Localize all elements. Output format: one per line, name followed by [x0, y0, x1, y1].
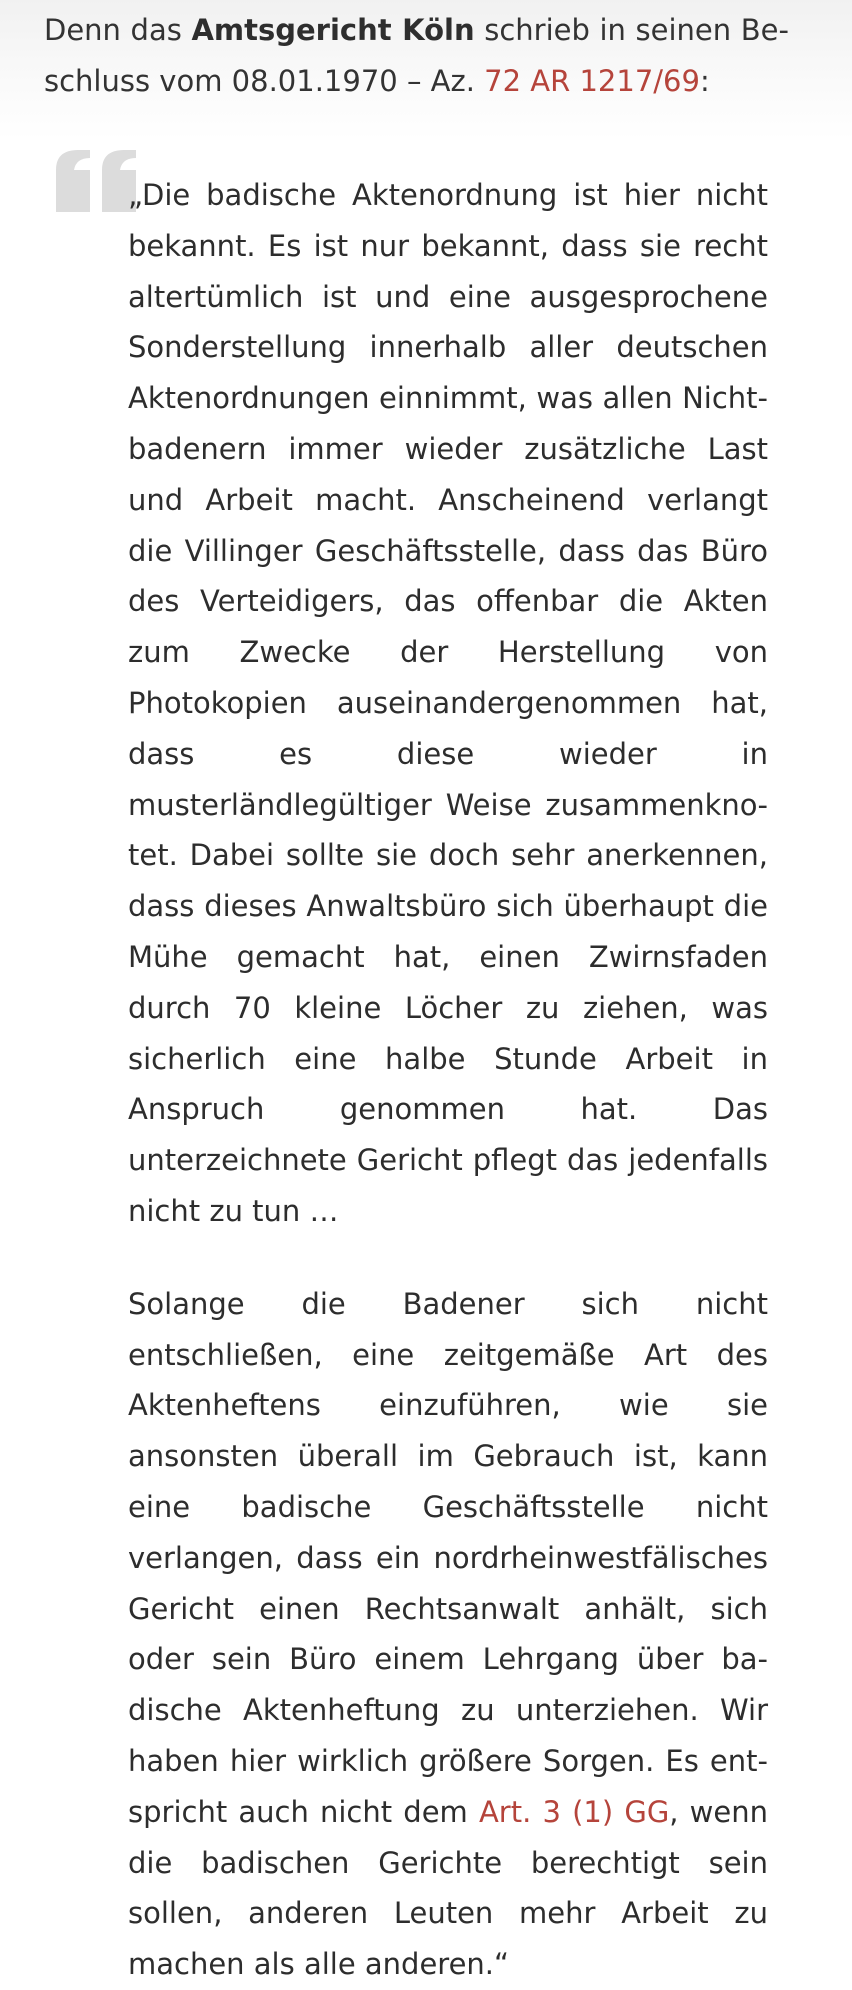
quote-paragraph-2-before: Solange die Badener sich nicht entschließen, eine zeitgemäße Art des Aktenheftens einzuführen, wie sie ansonsten überall im Gebrauch ist, kann eine badische Geschäftsstelle nicht verlangen, dass ein nordrheinwestfälisches Gericht einen Rechtsanwalt anhält, sich oder sein Büro einem Lehrgang über badische Aktenheftung zu unterziehen. Wir haben hier wirklich größere Sorgen. Es entspricht auch nicht dem [128, 1286, 768, 1829]
intro-prefix: Denn das [44, 13, 192, 47]
quote-paragraph-2-after: , wenn die badischen Gerichte berechtigt sein sollen, anderen Leuten mehr Arbeit zu machen als alle anderen.“ [128, 1794, 769, 1982]
quote-paragraph-1: „Die badische Aktenordnung ist hier nicht bekannt. Es ist nur bekannt, dass sie recht altertümlich ist und eine ausgesprochene Sonderstellung innerhalb aller deutschen Aktenordnungen einnimmt, was allen Nichtbadenern immer wieder zusätzliche Last und Arbeit macht. Anscheinend verlangt die Villinger Geschäftsstelle, dass das Büro des Verteidigers, das offenbar die Akten zum Zwecke der Herstellung von Photokopien auseinandergenommen hat, dass es diese wieder in musterländlegültiger Weise zusammenknotet. Dabei sollte sie doch sehr anerkennen, dass dieses Anwaltsbüro sich überhaupt die Mühe gemacht hat, einen Zwirnsfaden durch 70 kleine Löcher zu ziehen, was sicherlich eine halbe Stunde Arbeit in Anspruch genommen hat. Das unterzeichnete Gericht pflegt das jedenfalls nicht zu tun … [128, 178, 768, 1228]
case-reference-link[interactable]: 72 AR 1217/69 [484, 64, 700, 98]
quote-paragraph-2 [128, 1279, 768, 1990]
intro-paragraph [44, 5, 789, 107]
law-reference-link[interactable]: Art. 3 (1) GG [478, 1794, 670, 1829]
court-name: Amtsgericht Köln [191, 13, 475, 47]
intro-suffix: : [699, 64, 710, 98]
blockquote [128, 170, 768, 1990]
intro-middle: schrieb in seinen Beschluss vom 08.01.1970 – Az. [44, 13, 789, 98]
